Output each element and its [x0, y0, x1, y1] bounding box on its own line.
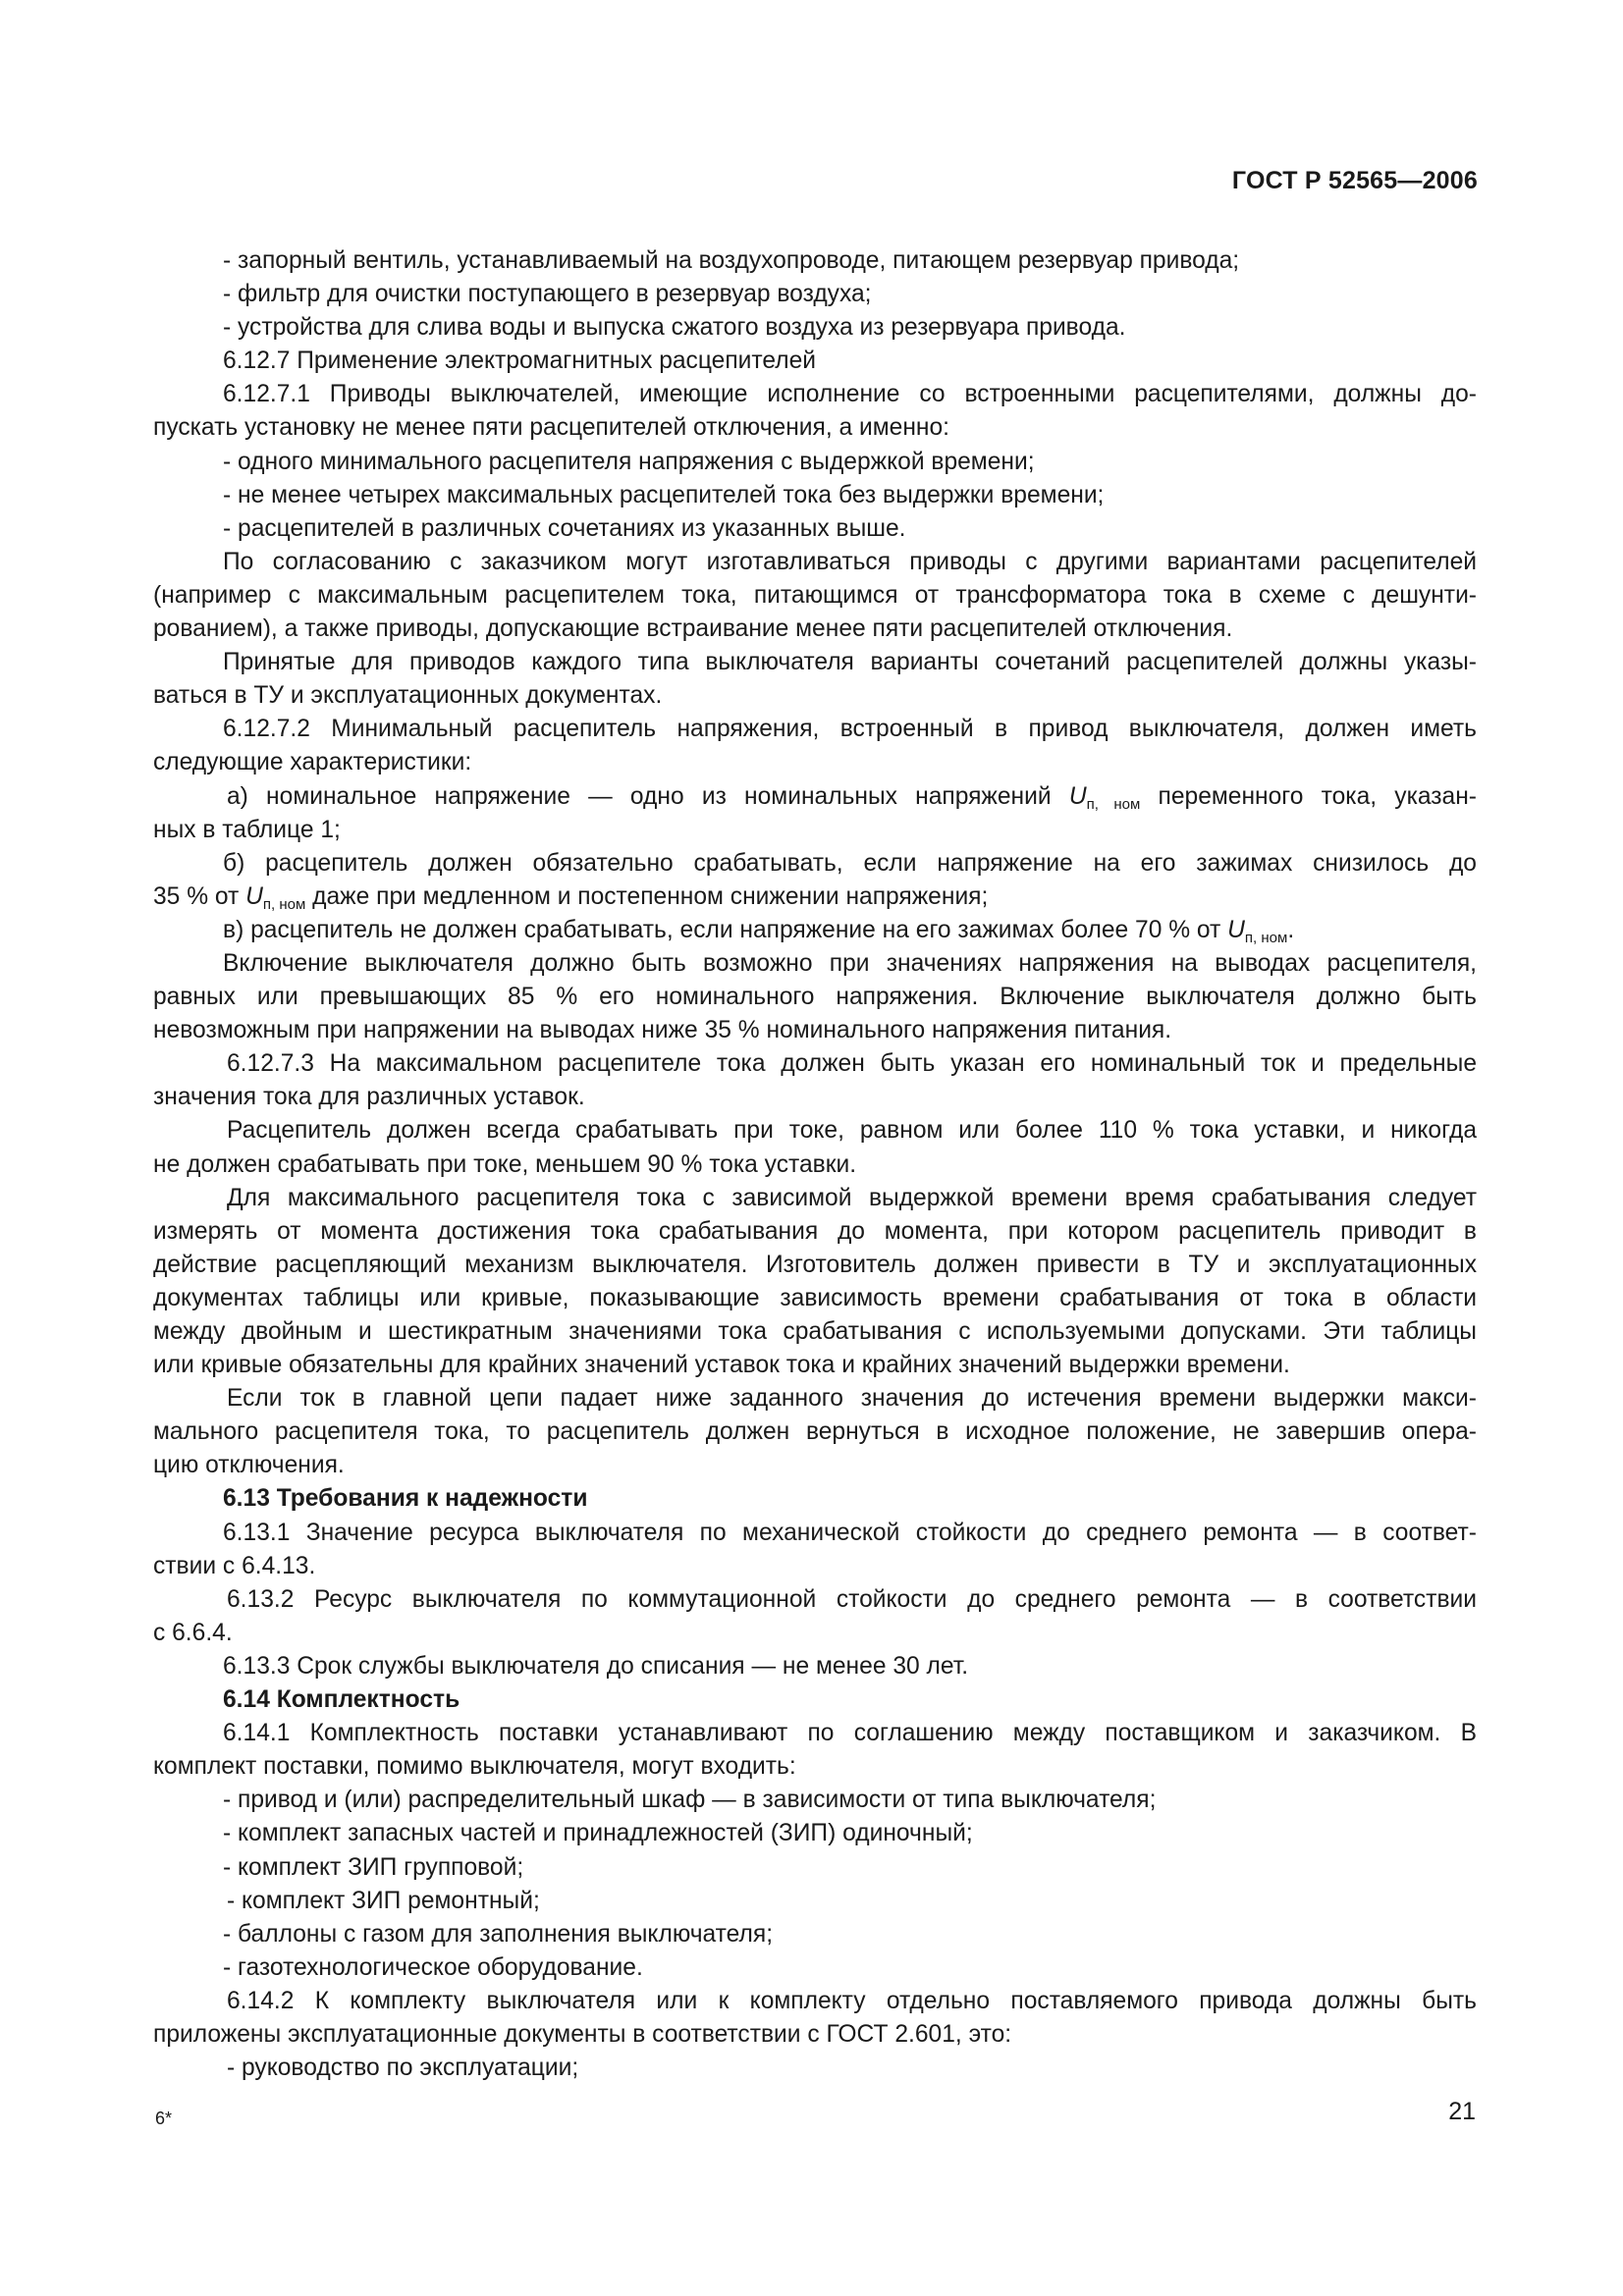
text-line: невозможным при напряжении на выводах ниже 35 % номинального напряжения питания.: [153, 1017, 1172, 1044]
section-heading: 6.12.7 Применение электромагнитных расцепителей: [223, 347, 817, 375]
text-line: - устройства для слива воды и выпуска сжатого воздуха из резервуара привода.: [223, 314, 1126, 342]
text-line: действие расцепляющий механизм выключателя. Изготовитель должен привести в ТУ и эксплуатационных: [153, 1251, 1477, 1278]
document-body: [153, 244, 1477, 2085]
text-line: следующие характеристики:: [153, 749, 472, 776]
text-line: 6.13.1 Значение ресурса выключателя по механической стойкости до среднего ремонта — в соответ-: [223, 1519, 1477, 1546]
text-line: - комплект ЗИП ремонтный;: [227, 1887, 540, 1914]
section-heading: 6.13 Требования к надежности: [223, 1485, 588, 1513]
voltage-subscript: п, ном: [262, 895, 306, 913]
text-line: ных в таблице 1;: [153, 816, 341, 843]
voltage-subscript: п, ном: [1244, 929, 1288, 946]
text-line: По согласованию с заказчиком могут изготавливаться приводы с другими вариантами расцепителей: [223, 548, 1477, 575]
text-line: рованием), а также приводы, допускающие встраивание менее пяти расцепителей отключения.: [153, 615, 1233, 643]
text-segment: 35 % от: [153, 882, 246, 910]
text-line: - руководство по эксплуатации;: [227, 2055, 579, 2082]
voltage-symbol: U: [245, 882, 263, 910]
section-heading: 6.14 Комплектность: [223, 1686, 460, 1714]
text-segment: .: [1287, 916, 1295, 943]
text-line: 6.14.2 К комплекту выключателя или к комплекту отдельно поставляемого привода должны быть: [227, 1987, 1477, 2014]
text-line: Принятые для приводов каждого типа выключателя варианты сочетаний расцепителей должны указы-: [223, 649, 1477, 676]
text-line: 6.12.7.1 Приводы выключателей, имеющие исполнение со встроенными расцепителями, должны до-: [223, 381, 1477, 408]
text-line: - фильтр для очистки поступающего в резервуар воздуха;: [223, 281, 872, 308]
text-line: 6.12.7.3 На максимальном расцепителе тока должен быть указан его номинальный ток и предельные: [227, 1050, 1477, 1078]
text-line: б) расцепитель должен обязательно срабатывать, если напряжение на его зажимах снизилось до: [223, 849, 1477, 877]
text-line: мального расцепителя тока, то расцепитель должен вернуться в исходное положение, не завершив опера-: [153, 1418, 1477, 1446]
text-line: Расцепитель должен всегда срабатывать при токе, равном или более 110 % тока уставки, и никогда: [227, 1117, 1477, 1145]
page-number: 21: [1448, 2098, 1476, 2125]
text-line: - газотехнологическое оборудование.: [223, 1953, 643, 1981]
text-line: - привод и (или) распределительный шкаф — в зависимости от типа выключателя;: [223, 1787, 1157, 1814]
voltage-symbol: U: [1227, 916, 1245, 943]
text-line: документах таблицы или кривые, показывающие зависимость времени срабатывания от тока в области: [153, 1284, 1477, 1311]
text-segment: а) номинальное напряжение — одно из номинальных напряжений: [227, 782, 1069, 810]
text-line: 6.12.7.2 Минимальный расцепитель напряжения, встроенный в привод выключателя, должен иметь: [223, 716, 1477, 743]
text-line: Если ток в главной цепи падает ниже заданного значения до истечения времени выдержки макси-: [227, 1385, 1477, 1413]
text-line: между двойным и шестикратным значениями тока срабатывания с используемыми допусками. Эти таблицы: [153, 1318, 1477, 1345]
text-line: пускать установку не менее пяти расцепителей отключения, а именно:: [153, 414, 950, 442]
voltage-subscript: п, ном: [1086, 795, 1141, 813]
text-segment: даже при медленном и постепенном снижении напряжения;: [305, 882, 989, 910]
text-line: не должен срабатывать при токе, меньшем 90 % тока уставки.: [153, 1150, 857, 1178]
text-line: 6.13.2 Ресурс выключателя по коммутационной стойкости до среднего ремонта — в соответствии: [227, 1585, 1477, 1613]
text-line: комплект поставки, помимо выключателя, могут входить:: [153, 1753, 796, 1781]
text-line: Для максимального расцепителя тока с зависимой выдержкой времени время срабатывания следует: [227, 1184, 1477, 1211]
text-line: ваться в ТУ и эксплуатационных документах.: [153, 682, 663, 710]
text-line: значения тока для различных уставок.: [153, 1084, 585, 1111]
text-line: равных или превышающих 85 % его номинального напряжения. Включение выключателя должно быть: [153, 984, 1477, 1011]
text-line: Включение выключателя должно быть возможно при значениях напряжения на выводах расцепителя,: [223, 949, 1477, 977]
voltage-symbol: U: [1068, 782, 1087, 810]
text-line: - не менее четырех максимальных расцепителей тока без выдержки времени;: [223, 481, 1105, 508]
text-line: [153, 881, 1477, 914]
text-line: приложены эксплуатационные документы в соответствии с ГОСТ 2.601, это:: [153, 2020, 1012, 2048]
text-line: с 6.6.4.: [153, 1619, 233, 1646]
text-line: - запорный вентиль, устанавливаемый на воздухопроводе, питающем резервуар привода;: [223, 247, 1240, 274]
text-line: - баллоны с газом для заполнения выключателя;: [223, 1920, 774, 1948]
text-line: - расцепителей в различных сочетаниях из указанных выше.: [223, 514, 906, 542]
document-header: ГОСТ Р 52565—2006: [1231, 167, 1478, 194]
text-line: измерять от момента достижения тока срабатывания до момента, при котором расцепитель приводит в: [153, 1217, 1477, 1245]
text-line: [153, 780, 1477, 814]
text-line: или кривые обязательны для крайних значений уставок тока и крайних значений выдержки времени.: [153, 1352, 1290, 1379]
sheet-mark: 6*: [155, 2109, 173, 2128]
text-line: - комплект запасных частей и принадлежностей (ЗИП) одиночный;: [223, 1820, 973, 1847]
text-line: - комплект ЗИП групповой;: [223, 1853, 524, 1881]
text-line: - одного минимального расцепителя напряжения с выдержкой времени;: [223, 448, 1035, 475]
text-line: ствии с 6.4.13.: [153, 1552, 316, 1579]
text-line: 6.13.3 Срок службы выключателя до списания — не менее 30 лет.: [223, 1652, 969, 1680]
text-segment: в) расцепитель не должен срабатывать, если напряжение на его зажимах более 70 % от: [223, 916, 1228, 943]
text-line: [153, 914, 1477, 947]
text-line: 6.14.1 Комплектность поставки устанавливают по соглашению между поставщиком и заказчиком. В: [223, 1720, 1477, 1747]
text-segment: переменного тока, указан-: [1140, 782, 1478, 810]
text-line: (например с максимальным расцепителем тока, питающимся от трансформатора тока в схеме с дешунти-: [153, 581, 1477, 609]
text-line: цию отключения.: [153, 1452, 345, 1479]
